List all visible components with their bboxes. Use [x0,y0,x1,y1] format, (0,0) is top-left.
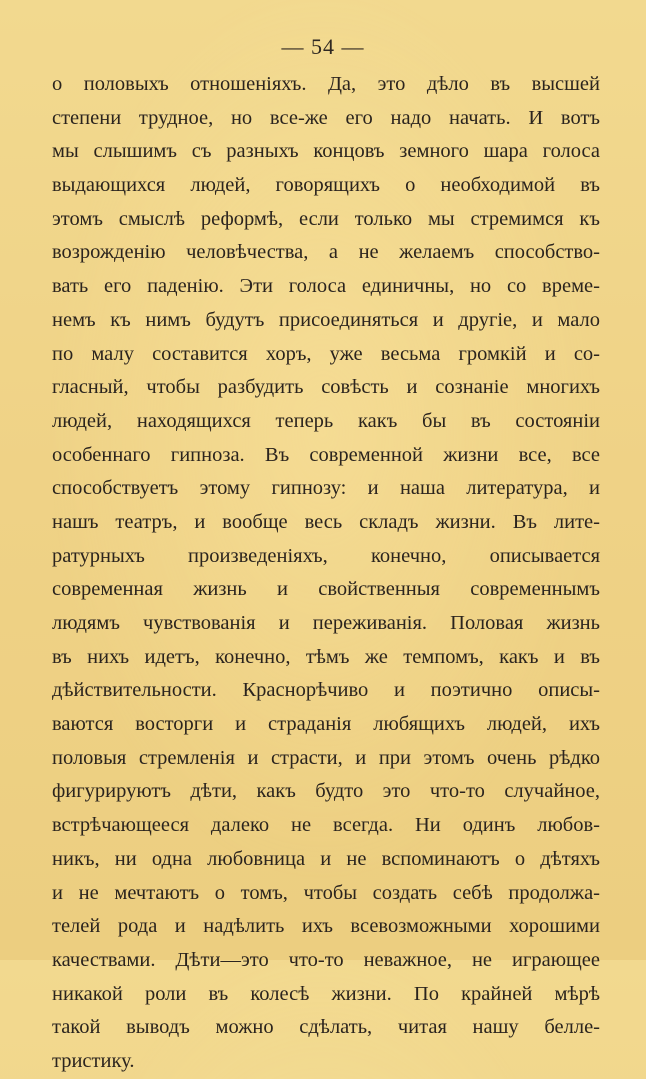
text-line: способствуетъ этому гипнозу: и наша литература, и [52,477,600,500]
text-line: мы слышимъ съ разныхъ концовъ земного шара голоса [52,140,600,163]
text-line: качествами. Дѣти—это что-то неважное, не играющее [52,948,600,971]
body-text [52,68,600,1079]
text-line: нашъ театръ, и вообще весь складъ жизни. Въ лите- [52,510,600,533]
text-line: никъ, ни одна любовница и не вспоминаютъ о дѣтяхъ [52,847,600,870]
text-line: въ нихъ идетъ, конечно, тѣмъ же темпомъ, какъ и въ [52,645,600,668]
text-line: фигурируютъ дѣти, какъ будто это что-то случайное, [52,780,600,803]
text-line: половыя стремленія и страсти, и при этомъ очень рѣдко [52,746,600,769]
text-line: особеннаго гипноза. Въ современной жизни все, все [52,443,600,466]
text-line: этомъ смыслѣ реформѣ, если только мы стремимся къ [52,207,600,230]
text-line: современная жизнь и свойственныя современнымъ [52,578,600,601]
text-line: телей рода и надѣлить ихъ всевозможными хорошими [52,915,600,938]
text-line: по малу составится хоръ, уже весьма громкій и со- [52,342,600,365]
text-line: немъ къ нимъ будутъ присоединяться и другіе, и мало [52,308,600,331]
text-line: и не мечтаютъ о томъ, чтобы создать себѣ продолжа- [52,881,600,904]
text-line: такой выводъ можно сдѣлать, читая нашу белле- [52,1016,600,1039]
text-line: о половыхъ отношеніяхъ. Да, это дѣло въ высшей [52,73,600,95]
text-line: никакой роли въ колесѣ жизни. По крайней мѣрѣ [52,982,600,1005]
text-line: степени трудное, но все-же его надо начать. И вотъ [52,106,600,129]
text-line: встрѣчающееся далеко не всегда. Ни одинъ любов- [52,814,600,837]
text-line: вать его паденію. Эти голоса единичны, но со време- [52,275,600,298]
page-number: — 54 — [281,34,365,59]
text-line: людей, находящихся теперь какъ бы въ состояніи [52,409,600,432]
text-line: выдающихся людей, говорящихъ о необходимой въ [52,174,600,197]
text-line: ратурныхъ произведеніяхъ, конечно, описывается [52,544,600,567]
text-line: людямъ чувствованія и переживанія. Половая жизнь [52,612,600,634]
text-line: возрожденію человѣчества, а не желаемъ способство- [52,241,600,264]
text-line: дѣйствительности. Краснорѣчиво и поэтично описы- [52,679,600,702]
text-line: ваются восторги и страданія любящихъ людей, ихъ [52,713,600,736]
text-line-last: тристику. [52,1049,135,1072]
text-line: гласный, чтобы разбудить совѣсть и сознаніе многихъ [52,376,600,399]
